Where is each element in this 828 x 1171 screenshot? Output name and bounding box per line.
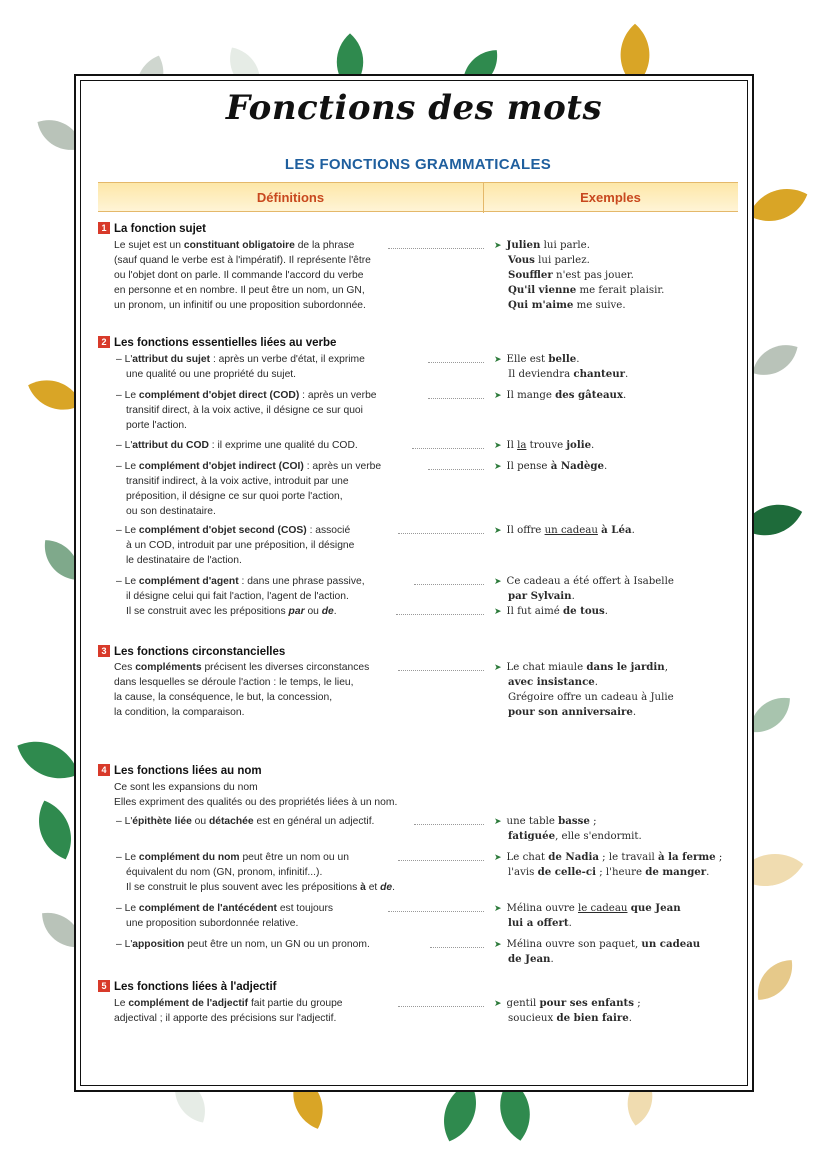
definition-line: – Le complément de l'antécédent est toujours (116, 903, 334, 914)
definition-line: – L'attribut du COD : il exprime une qualité du COD. (116, 440, 358, 451)
sheet-title: LES FONCTIONS GRAMMATICALES (284, 156, 552, 173)
example-line: l'avis de celle-ci ; l'heure de manger. (508, 866, 710, 878)
column-header-examples: Exemples (580, 190, 641, 205)
example-line: ➤ gentil pour ses enfants ; (494, 997, 641, 1009)
example-line: ➤ Il la trouve jolie. (494, 439, 595, 451)
example-line: Qu'il vienne me ferait plaisir. (508, 284, 665, 296)
section-heading (98, 980, 277, 993)
definition-line: – L'épithète liée ou détachée est en général un adjectif. (116, 816, 375, 827)
example-line: ➤ Le chat de Nadia ; le travail à la ferme ; (494, 851, 723, 863)
example-line: ➤ Mélina ouvre le cadeau que Jean (494, 902, 681, 914)
page-frame (74, 74, 754, 1092)
section-number-badge: 2 (98, 336, 110, 348)
section-heading (98, 764, 262, 777)
definition-line: – Le complément d'objet direct (COD) : après un verbe (116, 390, 377, 401)
example-line: ➤ Julien lui parle. (494, 239, 590, 251)
definition-line: – L'apposition peut être un nom, un GN ou un pronom. (116, 939, 370, 950)
example-line: soucieux de bien faire. (508, 1012, 633, 1024)
example-line: ➤ Il fut aimé de tous. (494, 605, 609, 617)
definition-line: ou l'objet dont on parle. Il commande l'accord du verbe (114, 270, 364, 281)
example-line: ➤ Mélina ouvre son paquet, un cadeau (494, 938, 701, 950)
definition-line: (sauf quand le verbe est à l'impératif). Il représente l'être (114, 255, 371, 266)
section-title: Les fonctions essentielles liées au verbe (114, 337, 337, 349)
example-line: de Jean. (508, 953, 554, 965)
definition-line: à un COD, introduit par une préposition, il désigne (126, 540, 355, 551)
section-title: Les fonctions circonstancielles (114, 646, 286, 658)
example-line: par Sylvain. (508, 590, 575, 602)
definition-line: une qualité ou une propriété du sujet. (126, 369, 297, 380)
grammar-sheet (98, 146, 738, 1048)
definition-line: une proposition subordonnée relative. (126, 918, 299, 929)
example-line: lui a offert. (508, 917, 572, 929)
example-line: Qui m'aime me suive. (508, 299, 626, 311)
definition-line: porte l'action. (126, 420, 187, 431)
section-heading (98, 645, 285, 658)
definition-line: Le sujet est un constituant obligatoire de la phrase (114, 240, 355, 251)
example-line: ➤ Il mange des gâteaux. (494, 389, 627, 401)
section-heading (98, 222, 206, 235)
section-heading (98, 336, 336, 349)
definition-line: Ce sont les expansions du nom (114, 782, 258, 793)
definition-line: transitif direct, à la voix active, il désigne ce sur quoi (126, 405, 363, 416)
section-number-badge: 5 (98, 980, 110, 992)
definition-line: Il se construit le plus souvent avec les prépositions à et de. (126, 882, 396, 893)
definition-line: – L'attribut du sujet : après un verbe d'état, il exprime (116, 354, 365, 365)
example-line: ➤ Elle est belle. (494, 353, 580, 365)
section-title: La fonction sujet (114, 223, 206, 235)
section-number-badge: 4 (98, 764, 110, 776)
definition-line: – Le complément d'objet indirect (COI) : après un verbe (116, 461, 382, 472)
example-line: avec insistance. (508, 676, 599, 688)
definition-line: Il se construit avec les prépositions par ou de. (126, 606, 337, 617)
example-line: ➤ une table basse ; (494, 815, 597, 827)
definition-line: la cause, la conséquence, le but, la concession, (114, 692, 333, 703)
definition-line: Le complément de l'adjectif fait partie du groupe (114, 998, 343, 1009)
section-number-badge: 3 (98, 645, 110, 657)
column-header-definitions: Définitions (256, 190, 325, 205)
definition-line: – Le complément du nom peut être un nom ou un (116, 852, 349, 863)
section-title: Les fonctions liées à l'adjectif (114, 981, 277, 993)
definition-line: – Le complément d'agent : dans une phrase passive, (116, 576, 365, 587)
example-line: Souffler n'est pas jouer. (508, 269, 634, 281)
definition-line: – Le complément d'objet second (COS) : associé (116, 525, 351, 536)
example-line: Vous lui parlez. (508, 254, 590, 266)
definition-line: dans lesquelles se déroule l'action : le temps, le lieu, (114, 677, 354, 688)
definition-line: équivalent du nom (GN, pronom, infinitif...). (126, 867, 323, 878)
example-line: fatiguée, elle s'endormit. (508, 830, 642, 842)
example-line: ➤ Le chat miaule dans le jardin, (494, 661, 668, 673)
definition-line: un pronom, un infinitif ou une proposition subordonnée. (114, 300, 366, 311)
example-line: ➤ Ce cadeau a été offert à Isabelle (494, 576, 674, 587)
definition-line: il désigne celui qui fait l'action, l'agent de l'action. (126, 591, 349, 602)
definition-line: préposition, il désigne ce sur quoi porte l'action, (126, 491, 343, 502)
example-line: ➤ Il pense à Nadège. (494, 460, 608, 472)
definition-line: en personne et en nombre. Il peut être un nom, un GN, (114, 285, 365, 296)
definition-line: Ces compléments précisent les diverses circonstances (114, 662, 370, 673)
table-header (98, 182, 738, 212)
example-line: pour son anniversaire. (508, 706, 637, 718)
section-number-badge: 1 (98, 222, 110, 234)
definition-line: transitif indirect, à la voix active, introduit par une (126, 476, 349, 487)
definition-line: adjectival ; il apporte des précisions sur l'adjectif. (114, 1013, 337, 1024)
example-line: ➤ Il offre un cadeau à Léa. (494, 524, 635, 536)
definition-line: la condition, la comparaison. (114, 707, 245, 718)
example-line: Il deviendra chanteur. (508, 368, 629, 380)
section-title: Les fonctions liées au nom (114, 765, 262, 777)
page-title: Fonctions des mots (225, 88, 603, 128)
definition-line: ou son destinataire. (126, 506, 216, 517)
definition-line: Elles expriment des qualités ou des propriétés liées à un nom. (114, 797, 398, 808)
definition-line: le destinataire de l'action. (126, 555, 242, 566)
example-line: Grégoire offre un cadeau à Julie (508, 692, 674, 703)
